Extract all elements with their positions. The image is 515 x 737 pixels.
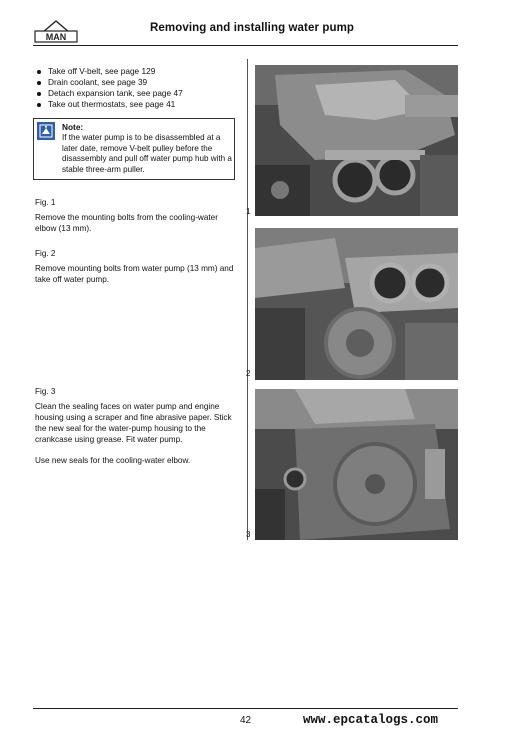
fig2-number: 2: [246, 369, 251, 378]
fig3-label: Fig. 3: [35, 387, 56, 396]
fig1-photo: [255, 65, 458, 216]
fig1-label: Fig. 1: [35, 198, 56, 207]
note-box: [33, 118, 235, 180]
fig3-photo: [255, 389, 458, 540]
list-item: Take off V-belt, see page 129: [35, 66, 183, 77]
note-text: If the water pump is to be disassembled at a later date, remove V-belt pulley before the disassembly and pull off water pump hub with a stable three-arm puller.: [62, 133, 232, 174]
list-item: Take out thermostats, see page 41: [35, 99, 183, 110]
page-title: Removing and installing water pump: [150, 22, 355, 34]
fig2-photo: [255, 228, 458, 380]
fig2-label: Fig. 2: [35, 249, 56, 258]
header-divider: [33, 45, 458, 46]
note-title: Note:: [62, 122, 84, 132]
column-divider: [246, 59, 251, 540]
footer-divider: [33, 708, 458, 709]
fig1-text: Remove the mounting bolts from the cooling-water elbow (13 mm).: [35, 213, 218, 233]
logo-text: MAN: [45, 32, 67, 42]
website-link[interactable]: www.epcatalogs.com: [303, 713, 439, 727]
fig2-text: Remove mounting bolts from water pump (13 mm) and take off water pump.: [35, 264, 234, 284]
fig1-number: 1: [246, 207, 251, 216]
list-item: Drain coolant, see page 39: [35, 77, 183, 88]
prerequisite-list: [35, 66, 183, 110]
man-logo: [33, 18, 79, 44]
fig3-text-2: Use new seals for the cooling-water elbow.: [35, 456, 191, 465]
fig3-number: 3: [246, 530, 251, 539]
page-number: 42: [240, 715, 252, 726]
fig3-text: Clean the sealing faces on water pump and engine housing using a scraper and fine abrasive paper. Stick the new seal for the water-pump housing to the crankcase using grease. Fit water pump.: [35, 402, 232, 444]
list-item: Detach expansion tank, see page 47: [35, 88, 183, 99]
manual-icon: [37, 122, 55, 140]
